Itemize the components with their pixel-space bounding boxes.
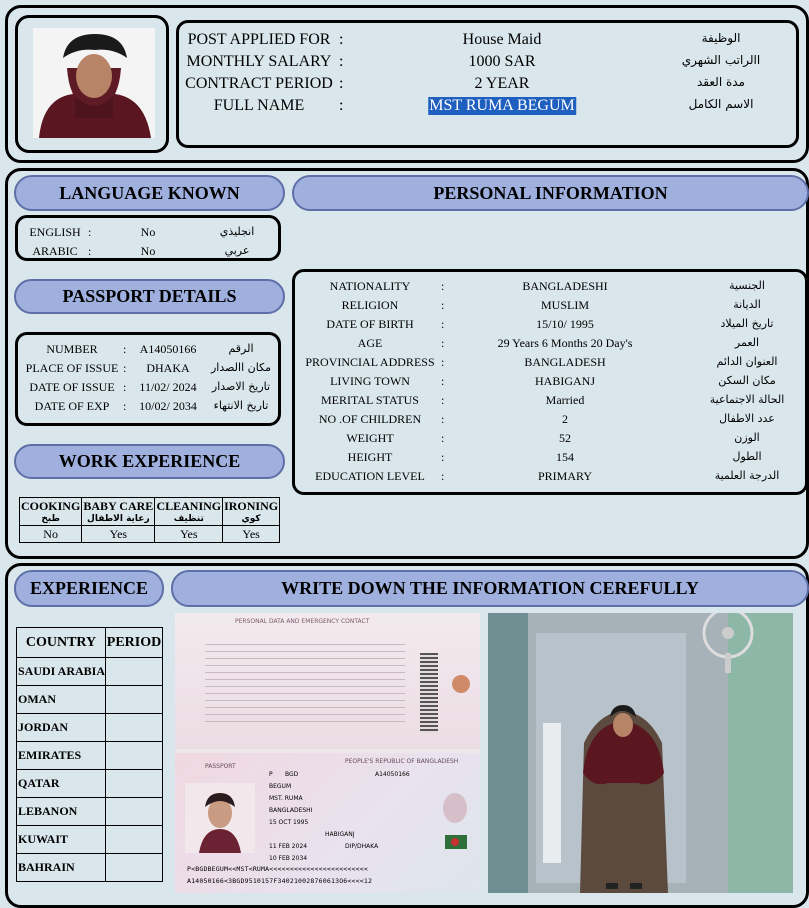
personal-label: DATE OF BIRTH <box>326 317 414 331</box>
personal-colon: : <box>441 431 445 445</box>
experience-table <box>16 627 163 882</box>
personal-row <box>292 450 808 466</box>
photo-frame <box>15 15 169 153</box>
personal-label: EDUCATION LEVEL <box>315 469 425 483</box>
header-colon: : <box>339 97 344 114</box>
personal-row <box>292 469 808 485</box>
personal-value: 52 <box>559 431 571 445</box>
personal-colon: : <box>441 450 445 464</box>
personal-colon: : <box>441 355 445 369</box>
passport-value: 11/02/ 2024 <box>139 380 197 394</box>
personal-arabic: الوزن <box>734 431 760 444</box>
experience-title: EXPERIENCE <box>14 570 164 607</box>
personal-value: BANGLADESHI <box>522 279 608 293</box>
personal-info-title: PERSONAL INFORMATION <box>292 175 809 211</box>
header-row <box>176 31 799 51</box>
experience-period[interactable] <box>106 714 163 742</box>
personal-arabic: عدد الاطفال <box>719 412 775 425</box>
passport-barcode <box>420 653 438 733</box>
personal-arabic: مكان السكن <box>718 374 776 387</box>
personal-arabic: الدرجة العلمية <box>714 469 780 482</box>
passport-value: DHAKA <box>146 361 190 375</box>
personal-arabic: العمر <box>734 336 760 349</box>
passport-seal <box>452 675 470 693</box>
personal-value: PRIMARY <box>537 469 593 483</box>
passport-republic: PEOPLE'S REPUBLIC OF BANGLADESH <box>345 758 459 765</box>
personal-label: LIVING TOWN <box>330 374 410 388</box>
personal-colon: : <box>441 469 445 483</box>
passport-authority: DIP/DHAKA <box>345 843 379 850</box>
passport-flag <box>445 835 467 849</box>
header-value: 2 YEAR <box>474 75 530 92</box>
language-label: ARABIC <box>32 244 78 258</box>
work-header-cell <box>223 498 280 526</box>
experience-row <box>17 854 163 882</box>
personal-value: MUSLIM <box>540 298 590 312</box>
personal-arabic: الديانة <box>733 298 761 311</box>
work-value-cell: Yes <box>82 526 155 543</box>
passport-row <box>15 399 281 415</box>
passport-mrz-2: A14050166<3BGD9510157F340210028760613O6<<<<12 <box>187 877 373 885</box>
personal-value: 154 <box>556 450 574 464</box>
header-row <box>176 53 799 73</box>
personal-value: 15/10/ 1995 <box>536 317 594 331</box>
work-header-ar: طبخ <box>41 514 60 524</box>
header-colon: : <box>339 31 344 48</box>
personal-label: WEIGHT <box>346 431 394 445</box>
personal-row <box>292 317 808 333</box>
experience-row <box>17 714 163 742</box>
passport-code: BGD <box>285 771 299 778</box>
experience-country: OMAN <box>17 686 106 714</box>
personal-colon: : <box>441 412 445 426</box>
notice-title: WRITE DOWN THE INFORMATION CEREFULLY <box>171 570 809 607</box>
passport-data-header: PERSONAL DATA AND EMERGENCY CONTACT <box>235 618 370 625</box>
work-header-ar: رعاية الاطفال <box>87 514 150 524</box>
work-header-ar: تنظيف <box>173 514 204 524</box>
work-header-en: IRONING <box>224 499 279 513</box>
language-title: LANGUAGE KNOWN <box>14 175 285 211</box>
experience-country: JORDAN <box>17 714 106 742</box>
passport-row <box>15 361 281 377</box>
language-colon: : <box>88 225 92 239</box>
experience-country: EMIRATES <box>17 742 106 770</box>
experience-row <box>17 798 163 826</box>
passport-row <box>15 342 281 358</box>
header-arabic: مدة العقد <box>697 75 745 89</box>
personal-colon: : <box>441 279 445 293</box>
experience-period[interactable] <box>106 686 163 714</box>
personal-row <box>292 431 808 447</box>
work-title: WORK EXPERIENCE <box>14 444 285 479</box>
work-value-cell: No <box>20 526 82 543</box>
passport-data-lines <box>205 638 405 728</box>
header-value: MST RUMA BEGUM <box>429 97 575 114</box>
experience-period[interactable] <box>106 770 163 798</box>
experience-row <box>17 658 163 686</box>
period-header: PERIOD <box>106 628 163 658</box>
header-value: 1000 SAR <box>468 53 536 70</box>
personal-row <box>292 393 808 409</box>
personal-row <box>292 374 808 390</box>
passport-expiry: 10 FEB 2034 <box>269 855 308 862</box>
work-table <box>19 497 280 543</box>
passport-place: HABIGANJ <box>325 831 355 838</box>
personal-arabic: تاريخ الميلاد <box>720 317 774 330</box>
header-row <box>176 75 799 95</box>
personal-row <box>292 355 808 371</box>
work-header-en: BABY CARE <box>83 499 154 513</box>
personal-label: AGE <box>357 336 383 350</box>
personal-value: HABIGANJ <box>535 374 595 388</box>
personal-row <box>292 412 808 428</box>
passport-scan-image <box>175 613 480 893</box>
passport-label: DATE OF EXP <box>34 399 110 413</box>
passport-data-page <box>175 613 480 749</box>
personal-value: Married <box>545 393 585 407</box>
personal-arabic: الجنسية <box>729 279 765 292</box>
personal-row <box>292 279 808 295</box>
passport-value: A14050166 <box>139 342 197 356</box>
passport-arabic: مكان االصدار <box>210 361 272 374</box>
work-header-en: CLEANING <box>156 499 222 513</box>
passport-word: PASSPORT <box>205 763 236 770</box>
personal-colon: : <box>441 317 445 331</box>
personal-arabic: الطول <box>732 450 762 463</box>
work-header-cell <box>20 498 82 526</box>
personal-label: RELIGION <box>341 298 399 312</box>
personal-label: MERITAL STATUS <box>321 393 419 407</box>
experience-period[interactable] <box>106 826 163 854</box>
passport-nationality: BANGLADESHI <box>269 807 313 814</box>
language-arabic: عربي <box>224 244 250 257</box>
passport-arabic: الرقم <box>228 342 254 355</box>
header-label: POST APPLIED FOR <box>187 31 331 48</box>
header-value: House Maid <box>462 31 542 48</box>
header-row <box>176 97 799 117</box>
personal-colon: : <box>441 374 445 388</box>
language-colon: : <box>88 244 92 258</box>
personal-label: PROVINCIAL ADDRESS <box>305 355 435 369</box>
passport-bio-page <box>175 753 480 893</box>
work-value-cell: Yes <box>223 526 280 543</box>
personal-value: 2 <box>562 412 568 426</box>
passport-photo <box>185 783 255 853</box>
experience-country: BAHRAIN <box>17 854 106 882</box>
passport-colon: : <box>123 380 127 394</box>
work-header-ar: كوي <box>241 514 261 524</box>
passport-arabic: تاريخ الانتهاء <box>213 399 269 412</box>
personal-row <box>292 298 808 314</box>
experience-country: SAUDI ARABIA <box>17 658 106 686</box>
experience-country: QATAR <box>17 770 106 798</box>
passport-mrz-1: P<BGDBEGUM<<MST<RUMA<<<<<<<<<<<<<<<<<<<<<<<< <box>187 865 368 873</box>
header-arabic: الوظيفة <box>701 31 741 45</box>
personal-label: HEIGHT <box>347 450 393 464</box>
header-arabic: االراتب الشهري <box>681 53 761 67</box>
passport-row <box>15 380 281 396</box>
language-value: No <box>140 244 156 258</box>
passport-number: A14050166 <box>375 771 410 778</box>
header-label: CONTRACT PERIOD <box>185 75 333 92</box>
passport-surname: BEGUM <box>269 783 292 790</box>
experience-row <box>17 770 163 798</box>
experience-row <box>17 826 163 854</box>
language-value: No <box>140 225 156 239</box>
experience-period[interactable] <box>106 742 163 770</box>
full-body-photo <box>488 613 793 893</box>
header-colon: : <box>339 75 344 92</box>
experience-period[interactable] <box>106 798 163 826</box>
passport-arabic: تاريخ الاصدار <box>211 380 271 393</box>
language-row <box>15 244 281 260</box>
passport-issue: 11 FEB 2024 <box>269 843 308 850</box>
experience-period[interactable] <box>106 658 163 686</box>
personal-colon: : <box>441 393 445 407</box>
passport-photo-small <box>443 793 467 823</box>
passport-type: P <box>269 771 273 778</box>
language-arabic: انجليذي <box>219 225 255 238</box>
passport-label: PLACE OF ISSUE <box>25 361 119 375</box>
experience-country: LEBANON <box>17 798 106 826</box>
personal-colon: : <box>441 336 445 350</box>
passport-colon: : <box>123 399 127 413</box>
work-header-cell <box>82 498 155 526</box>
portrait-photo <box>33 28 155 138</box>
passport-label: NUMBER <box>46 342 98 356</box>
personal-label: NATIONALITY <box>329 279 411 293</box>
header-arabic: الاسم الكامل <box>688 97 754 111</box>
personal-arabic: العنوان الدائم <box>716 355 778 368</box>
passport-label: DATE OF ISSUE <box>29 380 115 394</box>
header-label: FULL NAME <box>213 97 305 114</box>
personal-value: 29 Years 6 Months 20 Day's <box>497 336 633 350</box>
passport-title: PASSPORT DETAILS <box>14 279 285 314</box>
language-label: ENGLISH <box>29 225 81 239</box>
personal-row <box>292 336 808 352</box>
passport-dob: 15 OCT 1995 <box>269 819 309 826</box>
header-colon: : <box>339 53 344 70</box>
experience-country: KUWAIT <box>17 826 106 854</box>
experience-row <box>17 742 163 770</box>
personal-arabic: الحالة الاجتماعية <box>709 393 785 406</box>
personal-label: NO .OF CHILDREN <box>318 412 422 426</box>
passport-value: 10/02/ 2034 <box>139 399 197 413</box>
header-label: MONTHLY SALARY <box>186 53 332 70</box>
country-header: COUNTRY <box>17 628 106 658</box>
work-header-cell <box>155 498 223 526</box>
language-row <box>15 225 281 241</box>
passport-colon: : <box>123 342 127 356</box>
work-header-en: COOKING <box>20 499 81 513</box>
personal-colon: : <box>441 298 445 312</box>
passport-given: MST. RUMA <box>269 795 303 802</box>
passport-colon: : <box>123 361 127 375</box>
work-value-cell: Yes <box>155 526 223 543</box>
experience-row <box>17 686 163 714</box>
personal-value: BANGLADESH <box>524 355 606 369</box>
experience-period[interactable] <box>106 854 163 882</box>
